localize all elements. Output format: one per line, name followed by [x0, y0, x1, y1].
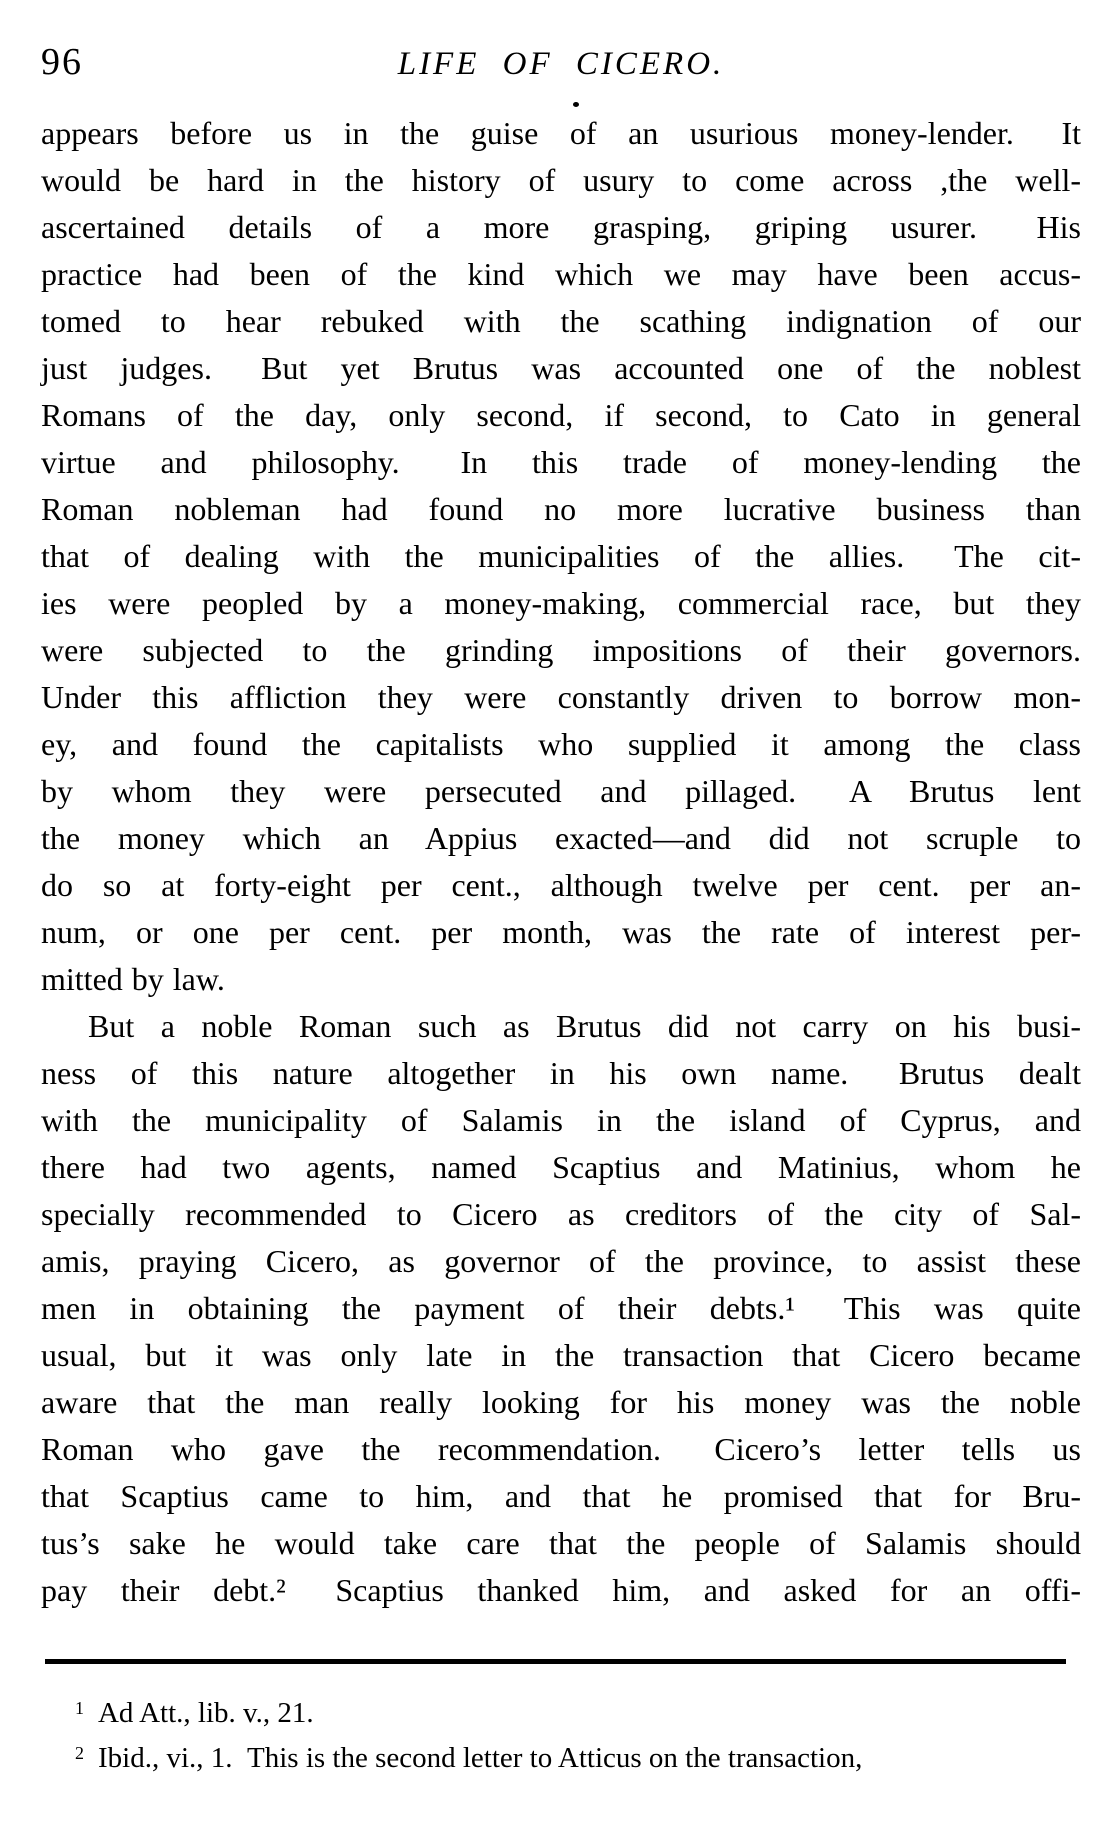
text-line: usual, but it was only late in the transaction that Cicero became — [41, 1337, 1081, 1373]
text-line: would be hard in the history of usury to come across ,the well- — [41, 162, 1081, 198]
text-line: men in obtaining the payment of their debts.¹ This was quite — [41, 1290, 1081, 1326]
text-line: there had two agents, named Scaptius and Matinius, whom he — [41, 1149, 1081, 1185]
footnotes — [41, 1692, 1081, 1782]
text-line: the money which an Appius exacted—and did not scruple to — [41, 820, 1081, 856]
text-line: Roman nobleman had found no more lucrative business than — [41, 491, 1081, 527]
text-line: with the municipality of Salamis in the island of Cyprus, and — [41, 1102, 1081, 1138]
text-line: tus’s sake he would take care that the people of Salamis should — [41, 1525, 1081, 1561]
footnote-line: $^2$ Ibid., vi., 1. This is the second letter to Atticus on the transaction, — [75, 1742, 863, 1774]
footnote-line: $^1$ Ad Att., lib. v., 21. — [75, 1697, 314, 1729]
text-line: Under this affliction they were constantly driven to borrow mon- — [41, 679, 1081, 715]
text-line: Romans of the day, only second, if second, to Cato in general — [41, 397, 1081, 433]
running-header: LIFE OF CICERO. — [397, 46, 725, 82]
page-number: 96 — [41, 41, 83, 83]
text-line: specially recommended to Cicero as creditors of the city of Sal- — [41, 1196, 1081, 1232]
footnote-marker: 2 — [75, 1742, 84, 1763]
text-line: But a noble Roman such as Brutus did not carry on his busi- — [88, 1008, 1081, 1044]
text-line: Roman who gave the recommendation. Cicero’s letter tells us — [41, 1431, 1081, 1467]
text-line: just judges. But yet Brutus was accounted one of the noblest — [41, 350, 1081, 386]
footnote-rule — [45, 1659, 1066, 1664]
text-line: ies were peopled by a money-making, commercial race, but they — [41, 585, 1081, 621]
text-line: pay their debt.² Scaptius thanked him, and asked for an offi- — [41, 1572, 1081, 1608]
text-line: ness of this nature altogether in his own name. Brutus dealt — [41, 1055, 1081, 1091]
text-line: do so at forty-eight per cent., although twelve per cent. per an- — [41, 867, 1081, 903]
text-line: ascertained details of a more grasping, griping usurer. His — [41, 209, 1081, 245]
text-line: by whom they were persecuted and pillaged. A Brutus lent — [41, 773, 1081, 809]
text-line: ey, and found the capitalists who supplied it among the class — [41, 726, 1081, 762]
text-line: appears before us in the guise of an usurious money-lender. It — [41, 115, 1081, 151]
text-line: practice had been of the kind which we may have been accus- — [41, 256, 1081, 292]
body-text — [41, 110, 1081, 1614]
text-line: aware that the man really looking for his money was the noble — [41, 1384, 1081, 1420]
text-line: were subjected to the grinding impositions of their governors. — [41, 632, 1081, 668]
text-line: tomed to hear rebuked with the scathing indignation of our — [41, 303, 1081, 339]
text-line: num, or one per cent. per month, was the rate of interest per- — [41, 914, 1081, 950]
text-line: virtue and philosophy. In this trade of money-lending the — [41, 444, 1081, 480]
ink-speck — [573, 102, 579, 107]
text-line: amis, praying Cicero, as governor of the province, to assist these — [41, 1243, 1081, 1279]
text-line: that Scaptius came to him, and that he promised that for Bru- — [41, 1478, 1081, 1514]
footnote-marker: 1 — [75, 1697, 84, 1718]
text-line: mitted by law. — [41, 961, 225, 997]
text-line: that of dealing with the municipalities of the allies. The cit- — [41, 538, 1081, 574]
